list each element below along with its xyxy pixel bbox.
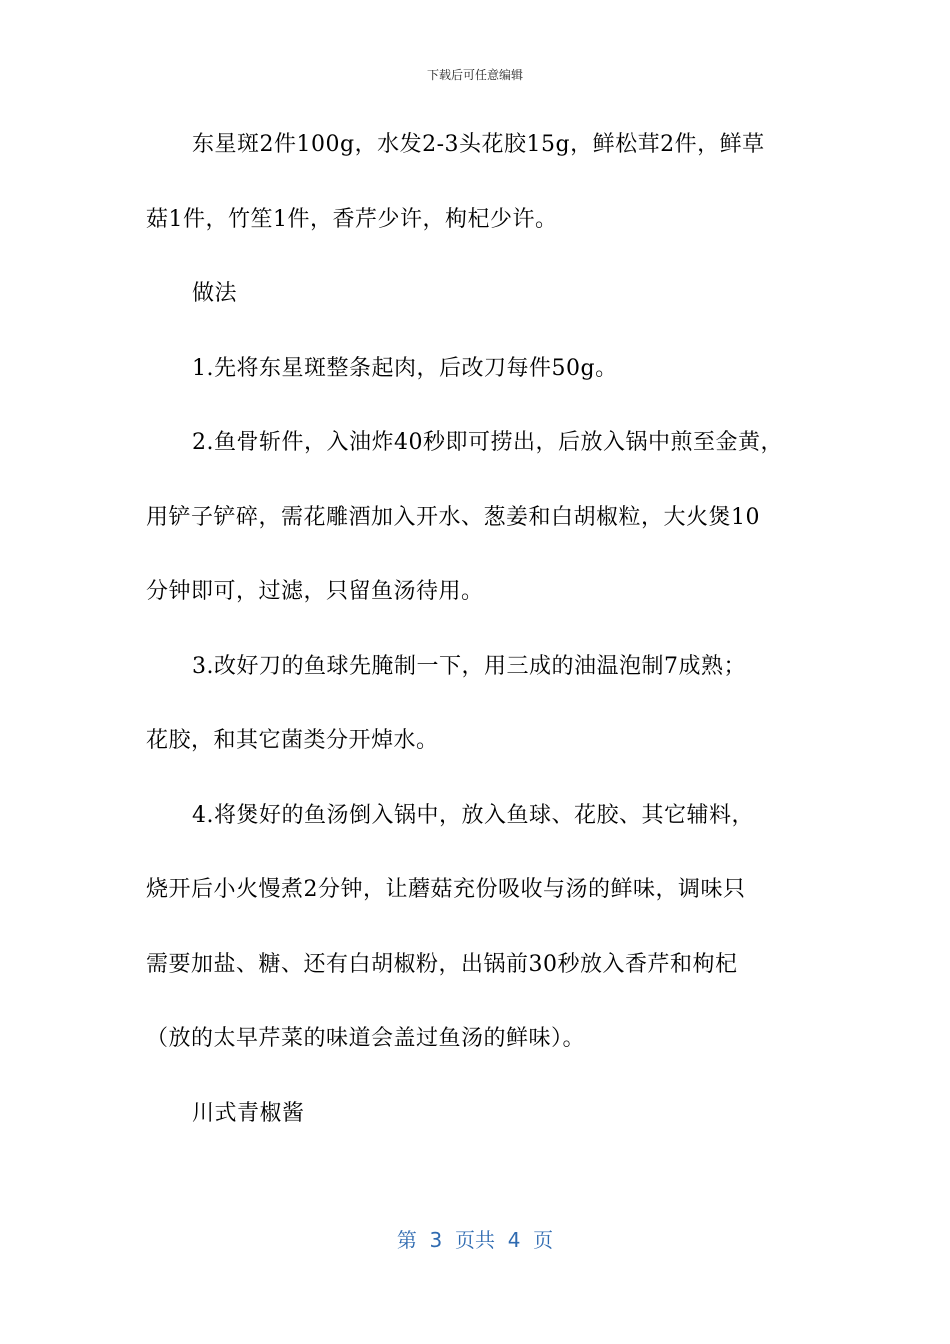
step-2-line-2: 用铲子铲碎，需花雕酒加入开水、葱姜和白胡椒粒，大火煲10 <box>146 504 760 530</box>
step-3-line-1: 3.改好刀的鱼球先腌制一下，用三成的油温泡制7成熟； <box>192 653 746 679</box>
ingredients-line-2: 菇1件，竹笙1件，香芹少许，枸杞少许。 <box>146 206 558 232</box>
step-4-line-4: （放的太早芹菜的味道会盖过鱼汤的鲜味）。 <box>146 1026 586 1051</box>
step-2-line-1: 2.鱼骨斩件，入油炸40秒即可捞出，后放入锅中煎至金黄， <box>192 430 783 455</box>
step-1: 1.先将东星斑整条起肉，后改刀每件50g。 <box>192 355 618 381</box>
step-4-line-2: 烧开后小火慢煮2分钟，让蘑菇充份吸收与汤的鲜味，调味只 <box>146 877 746 902</box>
step-3-line-2: 花胶，和其它菌类分开焯水。 <box>146 728 439 753</box>
section-heading-method: 做法 <box>192 281 238 306</box>
page-header: 下载后可任意编辑 <box>426 68 523 82</box>
step-4-line-1: 4.将煲好的鱼汤倒入锅中，放入鱼球、花胶、其它辅料， <box>192 802 754 828</box>
document-body <box>146 120 812 1163</box>
step-2-line-3: 分钟即可，过滤，只留鱼汤待用。 <box>146 579 484 604</box>
page-footer: 第 3 页共 4 页 <box>396 1228 554 1252</box>
step-4-line-3: 需要加盐、糖、还有白胡椒粉，出锅前30秒放入香芹和枸杞 <box>146 951 738 977</box>
section-heading-sauce: 川式青椒酱 <box>192 1100 305 1126</box>
ingredients-line-1: 东星斑2件100g，水发2-3头花胶15g，鲜松茸2件，鲜草 <box>192 132 765 157</box>
